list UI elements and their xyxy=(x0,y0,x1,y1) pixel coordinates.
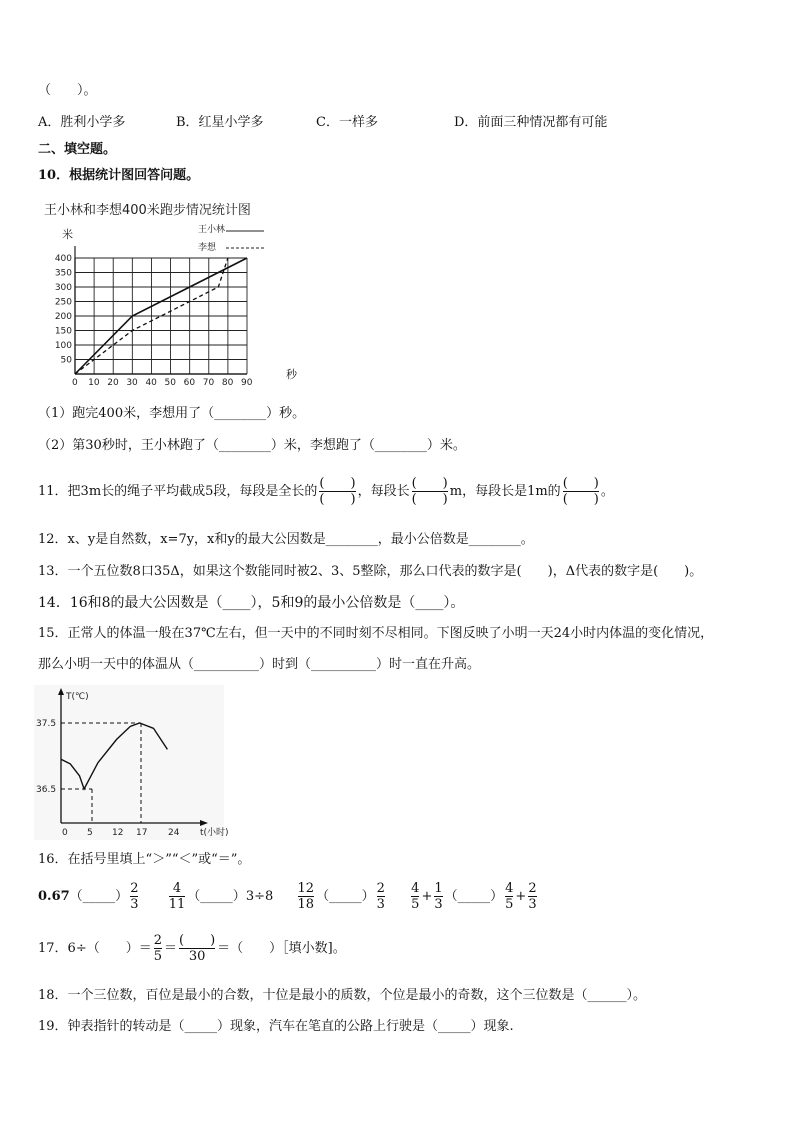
q11-frac1-den: ( ) xyxy=(319,492,356,507)
x-tick-label: 60 xyxy=(183,378,196,388)
tick-36-5: 36.5 xyxy=(36,785,57,795)
frac-num: 2 xyxy=(130,881,139,896)
q16-blank-1: （_____） xyxy=(69,889,129,904)
y-tick-label: 350 xyxy=(54,268,72,279)
tick-x-17: 17 xyxy=(136,828,148,838)
q9-option-b: B．红星小学多 xyxy=(176,115,264,130)
section-title: 二、填空题。 xyxy=(38,142,117,157)
q11-frac2 xyxy=(412,476,448,507)
temperature-chart xyxy=(34,685,234,840)
frac-den: 5 xyxy=(411,897,420,912)
q13-text: 13．一个五位数8口35Δ，如果这个数能同时被2、3、5整除，那么口代表的数字是( )，Δ代表的数字是( )。 xyxy=(38,564,703,579)
q17-frac-blank-30 xyxy=(179,933,215,964)
frac-num: 4 xyxy=(411,881,420,896)
x-tick-label: 10 xyxy=(88,378,100,388)
q16-frac-2-3-b xyxy=(377,881,385,912)
q9-option-c: C．一样多 xyxy=(316,115,378,130)
x-tick-label: 50 xyxy=(164,378,177,388)
q17-tail: ＝（ ）［填小数]。 xyxy=(217,941,346,956)
q10-part2: （2）第30秒时，王小林跑了（________）米，李想跑了（________）米。 xyxy=(38,438,466,453)
q16-stem: 16．在括号里填上“＞”“＜”或“＝”。 xyxy=(38,852,251,867)
q17-equals: ＝ xyxy=(164,941,178,956)
q16-frac-12-18 xyxy=(298,881,315,912)
x-tick-label: 90 xyxy=(241,378,253,388)
chart-title: 王小林和李想400米跑步情况统计图 xyxy=(44,203,251,218)
temp-y-label: T(℃) xyxy=(66,692,89,702)
q16-plus-1: + xyxy=(421,889,433,904)
y-tick-label: 200 xyxy=(54,312,72,322)
q16-frac-1-3 xyxy=(434,881,442,912)
running-chart xyxy=(38,198,308,388)
x-axis-label: 秒 xyxy=(286,368,297,381)
q15-line1: 15．正常人的体温一般在37℃左右，但一天中的不同时刻不尽相同。下图反映了小明一天24小时内体温的变化情况， xyxy=(38,626,714,641)
frac-den: 3 xyxy=(376,897,385,912)
frac-num: ( ) xyxy=(179,933,216,948)
tick-x-24: 24 xyxy=(168,828,180,838)
x-tick-label: 0 xyxy=(72,378,78,388)
frac-den: 30 xyxy=(188,949,206,964)
q9-option-d: D．前面三种情况都有可能 xyxy=(454,115,608,130)
y-tick-label: 300 xyxy=(54,283,72,293)
y-tick-label: 100 xyxy=(54,341,72,351)
q16-frac-2-3-a xyxy=(130,881,138,912)
q12-text: 12．x、y是自然数，x=7y，x和y的最大公因数是________，最小公倍数是________。 xyxy=(38,532,534,547)
tick-x-12: 12 xyxy=(112,828,124,838)
frac-den: 18 xyxy=(297,897,315,912)
q11-frac2-num: ( ) xyxy=(411,476,448,491)
q15-line2: 那么小明一天中的体温从（__________）时到（__________）时一直在升高。 xyxy=(38,657,481,672)
q16-division: 3÷8 xyxy=(245,889,274,904)
frac-den: 3 xyxy=(130,897,139,912)
q17-line xyxy=(38,931,346,967)
q16-decimal: 0.67 xyxy=(38,889,70,904)
q17-prefix: 17．6÷（ ）＝ xyxy=(38,941,152,956)
q11-line xyxy=(38,474,614,510)
temp-x-label: t(小时) xyxy=(200,828,229,838)
frac-num: 2 xyxy=(528,881,537,896)
q11-mid1: ，每段长 xyxy=(357,484,410,499)
scan-background xyxy=(34,685,224,840)
q11-frac1-num: ( ) xyxy=(319,476,356,491)
q16-blank-4: （_____） xyxy=(444,889,504,904)
q10-part1: （1）跑完400米，李想用了（________）秒。 xyxy=(38,406,306,421)
q10-stem: 10．根据统计图回答问题。 xyxy=(38,168,200,183)
frac-num: 12 xyxy=(297,881,315,896)
y-tick-label: 400 xyxy=(54,254,72,264)
frac-den: 3 xyxy=(434,897,443,912)
frac-num: 1 xyxy=(434,881,443,896)
q11-frac1 xyxy=(319,476,355,507)
x-tick-label: 30 xyxy=(126,378,138,388)
x-tick-label: 70 xyxy=(202,378,215,388)
x-tick-label: 40 xyxy=(145,378,157,388)
q11-frac3 xyxy=(563,476,599,507)
frac-num: 2 xyxy=(153,933,162,948)
legend-wang-label: 王小林 xyxy=(198,225,226,235)
frac-den: 5 xyxy=(153,949,162,964)
y-tick-label: 250 xyxy=(54,297,72,308)
frac-den: 3 xyxy=(528,897,537,912)
q16-row xyxy=(38,879,539,915)
q18-text: 18．一个三位数，百位是最小的合数，十位是最小的质数，个位是最小的奇数，这个三位数是（______）。 xyxy=(38,988,647,1003)
tick-x-5: 5 xyxy=(87,828,93,838)
x-tick-label: 80 xyxy=(221,378,234,388)
q11-frac3-den: ( ) xyxy=(562,492,599,507)
q16-blank-3: （_____） xyxy=(316,889,375,904)
frac-num: 4 xyxy=(172,881,182,896)
y-tick-label: 50 xyxy=(60,355,72,366)
frac-num: 2 xyxy=(376,881,385,896)
q11-frac3-num: ( ) xyxy=(562,476,599,491)
q17-frac-2-5 xyxy=(154,933,162,964)
q19-text: 19．钟表指针的转动是（_____）现象，汽车在笔直的公路上行驶是（_____）现象. xyxy=(38,1019,514,1034)
q11-frac2-den: ( ) xyxy=(411,492,448,507)
q16-frac-2-3-c xyxy=(528,881,536,912)
q16-frac-4-11 xyxy=(169,881,186,912)
tick-37-5: 37.5 xyxy=(36,719,57,729)
frac-den: 11 xyxy=(168,897,186,912)
q16-frac-4-5-a xyxy=(411,881,419,912)
q11-suffix: 。 xyxy=(600,484,614,499)
q14-text: 14．16和8的最大公因数是（____），5和9的最小公倍数是（____）。 xyxy=(38,595,465,611)
y-axis-label: 米 xyxy=(62,228,73,241)
y-tick-label: 150 xyxy=(54,326,72,337)
q16-blank-2: （_____） xyxy=(187,889,246,904)
frac-den: 5 xyxy=(505,897,514,912)
q9-option-a: A．胜利小学多 xyxy=(38,115,126,130)
q9-answer-paren: （ ）。 xyxy=(38,83,97,98)
frac-num: 4 xyxy=(505,881,514,896)
q16-frac-4-5-b xyxy=(505,881,513,912)
legend-li-label: 李想 xyxy=(198,243,217,253)
q11-prefix: 11．把3m长的绳子平均截成5段，每段是全长的 xyxy=(38,484,318,499)
q11-mid2: m，每段长是1m的 xyxy=(449,484,561,499)
x-tick-label: 20 xyxy=(107,378,119,388)
q16-plus-2: + xyxy=(515,889,527,904)
tick-x-0: 0 xyxy=(62,828,68,838)
